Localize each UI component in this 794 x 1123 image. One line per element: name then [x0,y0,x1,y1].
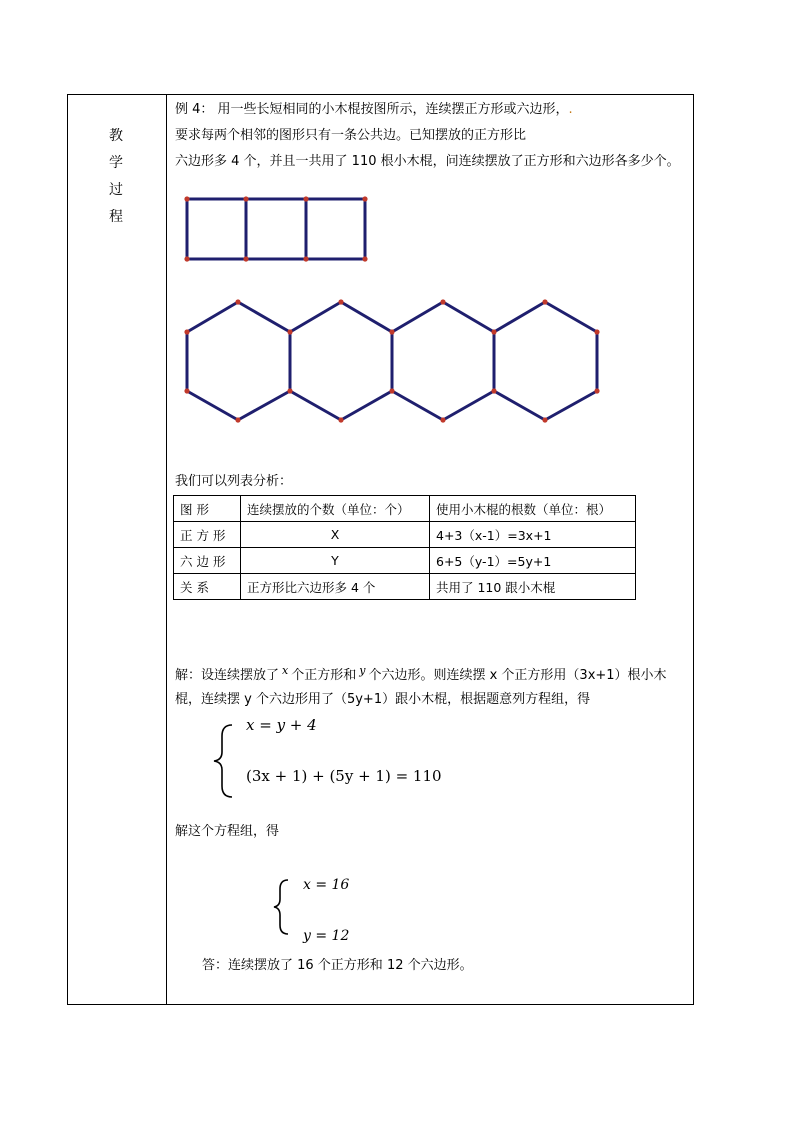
table-row [174,548,636,574]
table-cell: 4+3（x-1）=3x+1 [430,522,636,548]
table-row [174,496,636,522]
table-header-cell: 图 形 [174,496,241,522]
table-header-cell: 使用小木棍的根数（单位：根） [430,496,636,522]
side-label-char: 学 [109,155,123,171]
table-cell: Y [241,548,430,574]
side-label-char: 过 [109,182,123,198]
analysis-table [173,495,636,600]
table-row [174,522,636,548]
table-cell: X [241,522,430,548]
problem-line-1: 例 4： 用一些长短相同的小木棍按图所示，连续摆正方形或六边形，. [175,102,573,117]
solve-intro: 解这个方程组，得 [175,824,280,839]
equation-1: x = y + 4 [246,716,317,734]
variable-x: x [282,664,289,677]
solution-line-2: 棍，连续摆 y 个六边形用了（5y+1）跟小木棍，根据题意列方程组，得 [175,692,591,707]
result-x: x = 16 [303,877,350,893]
problem-line-2: 要求每两个相邻的图形只有一条公共边。已知摆放的正方形比 [175,128,527,143]
side-label-char: 程 [109,209,123,225]
solution-line-1: 解：设连续摆放了 $^x$ 个正方形和 $^y$ 个六边形。则连续摆 x 个正方形用（3x+1）根小木 [175,664,667,683]
squares-figure [180,192,374,266]
column-divider [166,94,167,1005]
analysis-intro: 我们可以列表分析： [175,474,293,489]
variable-y: y [359,664,366,677]
problem-line-3: 六边形多 4 个，并且一共用了 110 根小木棍，问连续摆放了正方形和六边形各多少个。 [175,154,680,169]
table-header-cell: 连续摆放的个数（单位：个） [241,496,430,522]
answer-line: 答：连续摆放了 16 个正方形和 12 个六边形。 [202,958,473,973]
left-brace-result [270,877,296,937]
table-row [174,574,636,600]
hexagons-figure [176,295,608,429]
table-cell: 共用了 110 跟小木棍 [430,574,636,600]
equation-2: (3x + 1) + (5y + 1) = 110 [246,767,442,785]
table-cell: 正 方 形 [174,522,241,548]
table-cell: 关 系 [174,574,241,600]
result-y: y = 12 [303,928,350,944]
side-label-char: 教 [109,128,123,144]
table-cell: 六 边 形 [174,548,241,574]
table-cell: 正方形比六边形多 4 个 [241,574,430,600]
table-cell: 6+5（y-1）=5y+1 [430,548,636,574]
left-brace-system [210,722,240,800]
